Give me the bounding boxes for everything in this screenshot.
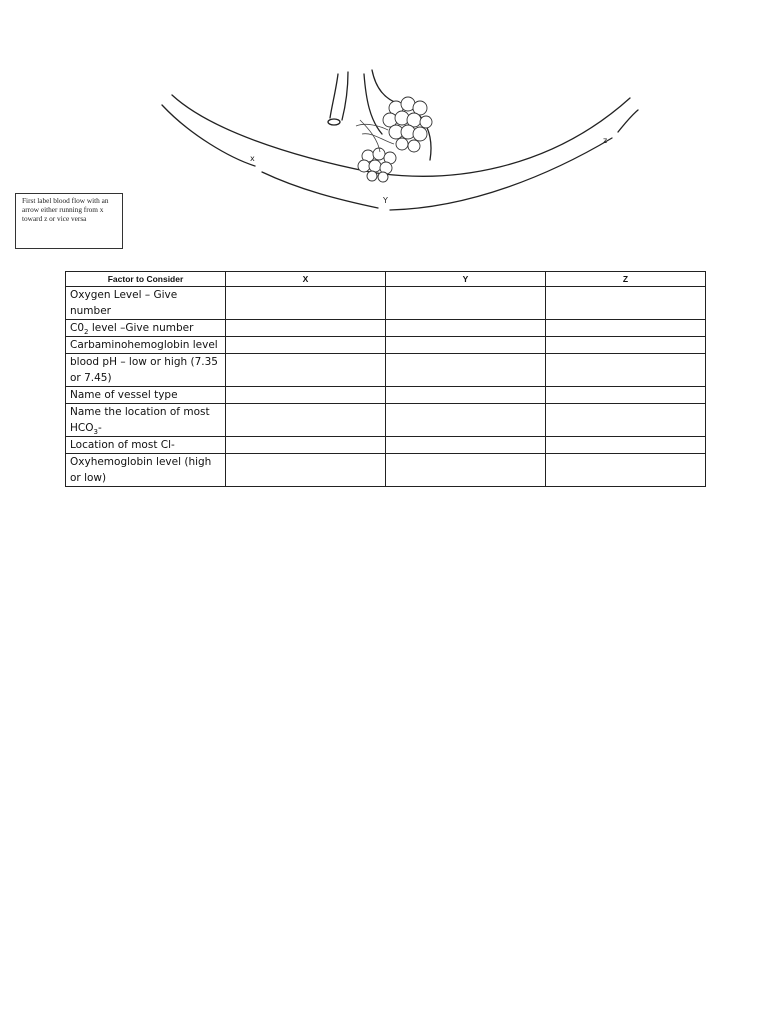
answer-cell-x[interactable] bbox=[226, 387, 386, 404]
factor-text: Oxyhemoglobin level (high or low) bbox=[70, 456, 212, 484]
factor-text-tail: level –Give number bbox=[88, 322, 194, 334]
factor-text: Name the location of most HCO bbox=[70, 406, 210, 434]
factor-text: blood pH – low or high (7.35 or 7.45) bbox=[70, 356, 218, 384]
worksheet-table bbox=[65, 271, 706, 487]
alveoli-capillary-diagram bbox=[150, 60, 660, 220]
factor-cell bbox=[66, 320, 226, 337]
answer-cell-y[interactable] bbox=[386, 287, 546, 320]
answer-cell-z[interactable] bbox=[546, 387, 706, 404]
factor-subscript: 3 bbox=[93, 428, 98, 437]
table-row bbox=[66, 337, 706, 354]
header-y: Y bbox=[386, 272, 546, 287]
factor-text: Location of most Cl- bbox=[70, 439, 175, 451]
answer-cell-z[interactable] bbox=[546, 437, 706, 454]
table-row bbox=[66, 454, 706, 487]
header-factor: Factor to Consider bbox=[66, 272, 226, 287]
answer-cell-z[interactable] bbox=[546, 287, 706, 320]
instructions-box: First label blood flow with an arrow either running from x toward z or vice versa bbox=[15, 193, 123, 249]
capillary-lower-wall-mid bbox=[262, 172, 378, 208]
answer-cell-z[interactable] bbox=[546, 320, 706, 337]
header-row bbox=[66, 272, 706, 287]
label-y: Y bbox=[383, 196, 388, 205]
capillary-lower-wall-right bbox=[390, 138, 612, 210]
factor-text: Carbaminohemoglobin level bbox=[70, 339, 218, 351]
table-row bbox=[66, 287, 706, 320]
factor-text: Oxygen Level – Give number bbox=[70, 289, 178, 317]
factor-text: Name of vessel type bbox=[70, 389, 178, 401]
factor-cell bbox=[66, 454, 226, 487]
label-z: z bbox=[603, 136, 608, 145]
bronchiole-right bbox=[342, 72, 348, 120]
answer-cell-z[interactable] bbox=[546, 404, 706, 437]
answer-cell-y[interactable] bbox=[386, 404, 546, 437]
factor-text-tail: - bbox=[97, 422, 102, 434]
capillary-lower-wall-far bbox=[618, 110, 638, 132]
table-row bbox=[66, 320, 706, 337]
answer-cell-z[interactable] bbox=[546, 354, 706, 387]
table-row bbox=[66, 437, 706, 454]
answer-cell-x[interactable] bbox=[226, 287, 386, 320]
answer-cell-x[interactable] bbox=[226, 437, 386, 454]
answer-cell-y[interactable] bbox=[386, 337, 546, 354]
factor-cell bbox=[66, 354, 226, 387]
answer-cell-x[interactable] bbox=[226, 354, 386, 387]
answer-cell-x[interactable] bbox=[226, 337, 386, 354]
factor-text: C0 bbox=[70, 322, 85, 334]
answer-cell-y[interactable] bbox=[386, 454, 546, 487]
diagram-svg bbox=[150, 60, 660, 220]
factor-cell bbox=[66, 404, 226, 437]
factor-cell bbox=[66, 287, 226, 320]
factor-cell bbox=[66, 387, 226, 404]
answer-cell-y[interactable] bbox=[386, 437, 546, 454]
answer-cell-y[interactable] bbox=[386, 387, 546, 404]
answer-cell-x[interactable] bbox=[226, 404, 386, 437]
answer-cell-y[interactable] bbox=[386, 354, 546, 387]
factor-cell bbox=[66, 337, 226, 354]
label-x: x bbox=[250, 154, 255, 163]
table-row bbox=[66, 404, 706, 437]
bronchiole-left bbox=[330, 74, 338, 118]
answer-cell-z[interactable] bbox=[546, 454, 706, 487]
table-row bbox=[66, 354, 706, 387]
answer-cell-x[interactable] bbox=[226, 320, 386, 337]
answer-cell-y[interactable] bbox=[386, 320, 546, 337]
factor-cell bbox=[66, 437, 226, 454]
answer-cell-x[interactable] bbox=[226, 454, 386, 487]
answer-cell-z[interactable] bbox=[546, 337, 706, 354]
header-z: Z bbox=[546, 272, 706, 287]
factor-subscript: 2 bbox=[84, 328, 89, 337]
header-x: X bbox=[226, 272, 386, 287]
table-row bbox=[66, 387, 706, 404]
bronchiole-opening bbox=[328, 119, 340, 125]
